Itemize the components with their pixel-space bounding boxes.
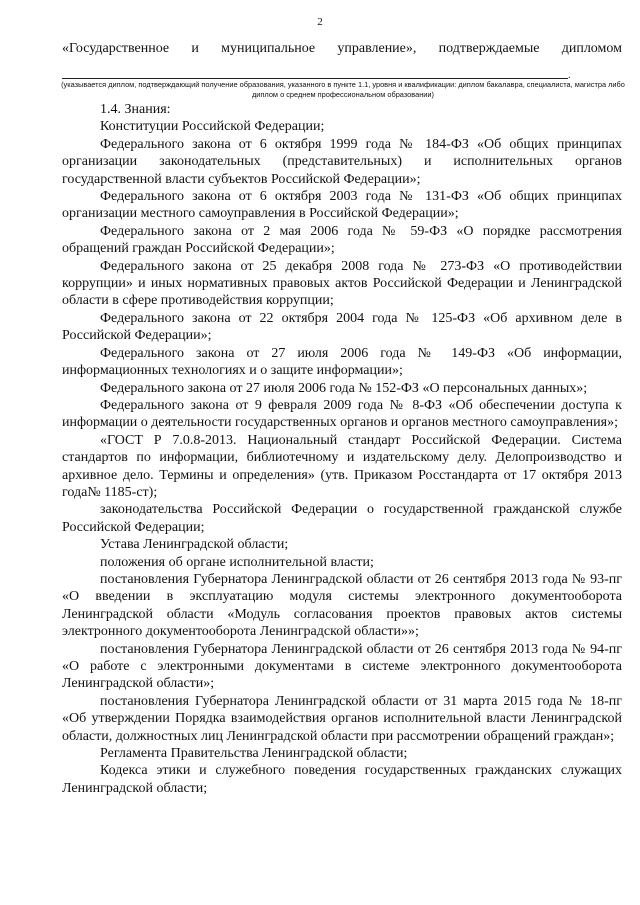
list-item: Кодекса этики и служебного поведения государственных гражданских служащих Ленинградской области; — [62, 763, 622, 796]
list-item: Конституции Российской Федерации; — [100, 119, 325, 135]
list-item: Федерального закона от 27 июля 2006 года № 149-ФЗ «Об информации, информационных технологиях и о защите информации»; — [62, 345, 622, 379]
list-item: положения об органе исполнительной власти; — [100, 554, 374, 570]
list-item: «ГОСТ Р 7.0.8-2013. Национальный стандарт Российской Федерации. Система стандартов по информации, библиотечному и издательскому делу. Делопроизводство и архивное дело. Термины и определения» (утв. Приказом Росстандарта от 17 октября 2013 года№ 1185-ст); — [62, 432, 622, 500]
list-item: Федерального закона от 6 октября 2003 года № 131-ФЗ «Об общих принципах организации местного самоуправления в Российской Федерации»; — [62, 189, 622, 222]
list-item: Федерального закона от 25 декабря 2008 года № 273-ФЗ «О противодействии коррупции» и иных нормативных правовых актов Российской Федерации и Ленинградской области в сфере противодействия коррупции; — [62, 258, 622, 309]
field-caption: (указывается диплом, подтверждающий получение образования, указанного в пункте 1.1, уровня и квалификации: диплом бакалавра, специалиста, магистра либо диплом о среднем профессиональном образовании) — [61, 80, 625, 99]
fill-in-line — [62, 78, 568, 79]
list-item: Устава Ленинградской области; — [100, 537, 289, 553]
intro-line: «Государственное и муниципальное управление», подтверждаемые дипломом — [62, 41, 622, 56]
list-item: постановления Губернатора Ленинградской области от 26 сентября 2013 года № 94-пг «О работе с электронными документами в системе электронного документооборота Ленинградской области»; — [62, 641, 622, 692]
section-heading: 1.4. Знания: — [100, 102, 171, 117]
list-item: Федерального закона от 6 октября 1999 года № 184-ФЗ «Об общих принципах организации законодательных (представительных) и исполнительных органов государственной власти субъектов Российской Федерации»; — [62, 136, 622, 187]
knowledge-section — [62, 101, 622, 797]
list-item: Федерального закона от 22 октября 2004 года № 125-ФЗ «Об архивном деле в Российской Федерации»; — [62, 310, 622, 344]
list-item: Регламента Правительства Ленинградской области; — [100, 746, 408, 762]
list-item: постановления Губернатора Ленинградской области от 26 сентября 2013 года № 93-пг «О введении в эксплуатацию модуля системы электронного документооборота Ленинградской области «Модуль согласования проектов правовых актов системы электронного документооборота Ленинградской области»»; — [62, 571, 622, 640]
list-item: Федерального закона от 27 июля 2006 года № 152-ФЗ «О персональных данных»; — [100, 380, 588, 396]
list-item: постановления Губернатора Ленинградской области от 31 марта 2015 года № 18-пг «Об утверждении Порядка взаимодействия органов исполнительной власти Ленинградской области, должностных лиц Ленинградской области при рассмотрении обращений граждан»; — [62, 693, 622, 744]
fill-line-dot: . — [568, 70, 571, 81]
page-number: 2 — [317, 16, 323, 28]
list-item: Федерального закона от 2 мая 2006 года № 59-ФЗ «О порядке рассмотрения обращений граждан Российской Федерации»; — [62, 223, 622, 257]
list-item: законодательства Российской Федерации о государственной гражданской службе Российской Федерации; — [62, 502, 622, 535]
list-item: Федерального закона от 9 февраля 2009 года № 8-ФЗ «Об обеспечении доступа к информации о деятельности государственных органов и органов местного самоуправления»; — [62, 397, 622, 431]
